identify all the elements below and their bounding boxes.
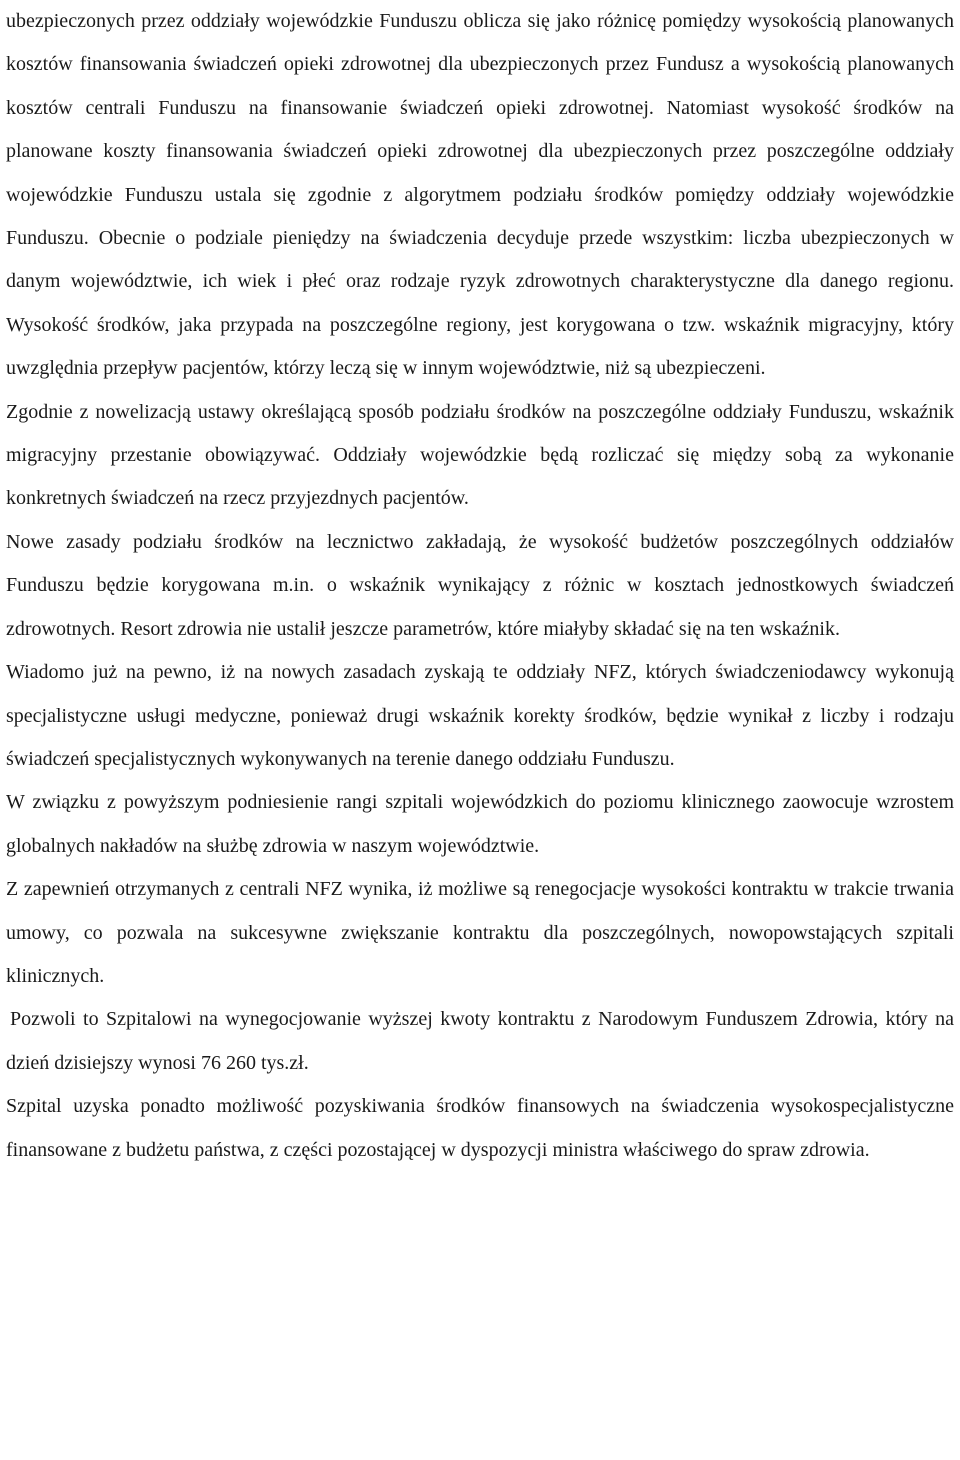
paragraph-new-rules: Nowe zasady podziału środków na lecznictwo zakładają, że wysokość budżetów poszczególnych oddziałów Funduszu będzie korygowana m.in. o wskaźnik wynikający z różnic w kosztach jednostkowych świadczeń zdrowotnych. Resort zdrowia nie ustalił jeszcze parametrów, które miałyby składać się na ten wskaźnik. [6, 530, 954, 640]
paragraph-clinical-rank: W związku z powyższym podniesienie rangi szpitali wojewódzkich do poziomu klinicznego zaowocuje wzrostem globalnych nakładów na służbę zdrowia w naszym województwie. [6, 791, 954, 857]
paragraph-renegotiation: Z zapewnień otrzymanych z centrali NFZ wynika, iż możliwe są renegocjacje wysokości kontraktu w trakcie trwania umowy, co pozwala na sukcesywne zwiększanie kontraktu dla poszczególnych, nowopowstających szpitali klinicznych. [6, 878, 954, 987]
document-page [6, 0, 954, 1172]
paragraph-contract-value: Pozwoli to Szpitalowi na wynegocjowanie wyższej kwoty kontraktu z Narodowym Funduszem Zdrowia, który na dzień dzisiejszy wynosi 76 260 tys.zł. [6, 1008, 954, 1074]
paragraph-specialist-services: Wiadomo już na pewno, iż na nowych zasadach zyskają te oddziały NFZ, których świadczeniodawcy wykonują specjalistyczne usługi medyczne, ponieważ drugi wskaźnik korekty środków, będzie wynikał z liczby i rodzaju świadczeń specjalistycznych wykonywanych na terenie danego oddziału Funduszu. [6, 661, 954, 770]
paragraph-fund-allocation: ubezpieczonych przez oddziały wojewódzkie Funduszu oblicza się jako różnicę pomiędzy wysokością planowanych kosztów finansowania świadczeń opieki zdrowotnej dla ubezpieczonych przez Fundusz a wysokością planowanych kosztów centrali Funduszu na finansowanie świadczeń opieki zdrowotnej. Natomiast wysokość środków na planowane koszty finansowania świadczeń opieki zdrowotnej dla ubezpieczonych przez poszczególne oddziały wojewódzkie Funduszu ustala się zgodnie z algorytmem podziału środków pomiędzy oddziały wojewódzkie Funduszu. Obecnie o podziale pieniędzy na świadczenia decyduje przede wszystkim: liczba ubezpieczonych w danym województwie, ich wiek i płeć oraz rodzaje ryzyk zdrowotnych charakterystyczne dla danego regionu. Wysokość środków, jaka przypada na poszczególne regiony, jest korygowana o tzw. wskaźnik migracyjny, który uwzględnia przepływ pacjentów, którzy leczą się w innym województwie, niż są ubezpieczeni. [6, 10, 954, 380]
paragraph-state-budget: Szpital uzyska ponadto możliwość pozyskiwania środków finansowych na świadczenia wysokospecjalistyczne finansowane z budżetu państwa, z części pozostającej w dyspozycji ministra właściwego do spraw zdrowia. [6, 1095, 954, 1161]
paragraph-migration-index: Zgodnie z nowelizacją ustawy określającą sposób podziału środków na poszczególne oddziały Funduszu, wskaźnik migracyjny przestanie obowiązywać. Oddziały wojewódzkie będą rozliczać się między sobą za wykonanie konkretnych świadczeń na rzecz przyjezdnych pacjentów. [6, 400, 954, 510]
